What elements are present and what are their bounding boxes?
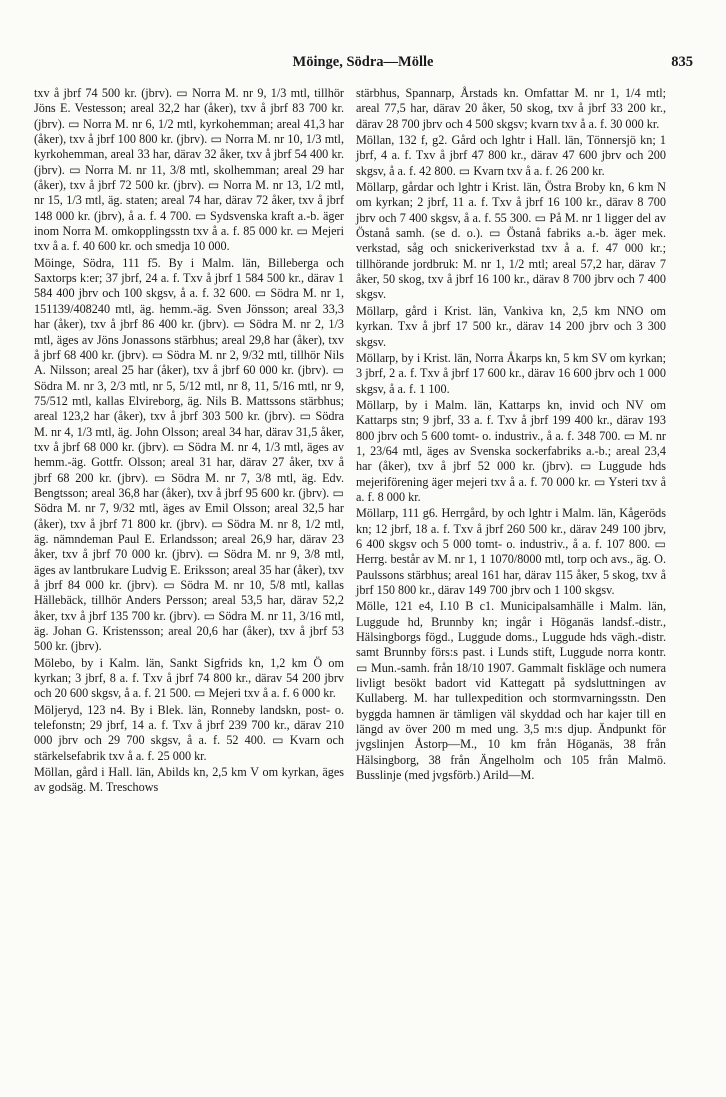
entry-paragraph: Möllarp, 111 g6. Herrgård, by och lghtr i Malm. län, Kågeröds kn; 12 jbrf, 18 a. f. Txv å jbrf 260 500 kr., därav 249 100 jbrv, 6 400 skgsv och 5 000 tomt- o. industriv., å a. f. 107 800. ▭ Herrg. består av M. nr 1, 1 1070/8000 mtl, torp och avs., äg. O. Paulssons stärbhus; areal 161 har, därav 115 åker, 5 skog, txv å jbrf 150 800 kr., därav 149 700 jbrv och 1 100 skgsv. [356,506,666,597]
entry-paragraph: Möinge, Södra, 111 f5. By i Malm. län, Billeberga och Saxtorps k:er; 37 jbrf, 24 a. f. Txv å jbrf 1 584 500 kr., därav 1 584 400 jbrv och 100 skgsv, å a. f. 32 600. ▭ Södra M. nr 1, 151139/408240 mtl, äg. hemm.-äg. Sven Jönsson; areal 33,3 har (åker), txv å jbrf 86 400 kr. (jbrv). ▭ Södra M. nr 2, 1/3 mtl, äges av Jöns Jonassons stärbhus; areal 29,8 har (åker), txv å jbrf 68 400 kr. (jbrv). ▭ Södra M. nr 2, 9/32 mtl, tillhör Nils A. Nilsson; areal 25 har (åker), txv å jbrf 60 000 kr. (jbrv). ▭ Södra M. nr 3, 2/3 mtl, nr 5, 5/12 mtl, nr 8, 11, 5/16 mtl, nr 9, 75/512 mtl, kallas Elvireborg, äg. Nils B. Mattssons stärbhus; areal 123,2 har (åker), txv å jbrf 303 500 kr. (jbrv). ▭ Södra M. nr 4, 1/3 mtl, äg. John Olsson; areal 34 har, därav 31,5 åker, txv å jbrf 68 000 kr. (jbrv). ▭ Södra M. nr 4, 1/3 mtl, äges av hemm.-äg. Gottfr. Olsson; areal 31 har, därav 27 åker, txv å jbrf 68 200 kr. (jbrv). ▭ Södra M. nr 7, 3/8 mtl, äg. Edv. Bengtsson; areal 36,8 har (åker), txv å jbrf 95 600 kr. (jbrv). ▭ Södra M. nr 7, 9/32 mtl, äges av Emil Olsson; areal 32,5 har (åker), txv å jbrf 71 800 kr. (jbrv). ▭ Södra M. nr 8, 1/2 mtl, äg. nämndeman Paul E. Erlandsson; areal 26,9 har, därav 23 åker, txv å jbrf 70 000 kr. (jbrv). ▭ Södra M. nr 9, 3/8 mtl, äges av lantbrukare Ludvig E. Eriksson; areal 35 har (åker), txv å jbrf 84 000 kr. (jbrv). ▭ Södra M. nr 10, 5/8 mtl, kallas Hällebäck, tillhör Anders Persson; areal 53,5 har, därav 52,2 åker, txv å jbrf 135 700 kr. (jbrv). ▭ Södra M. nr 11, 3/16 mtl, äg. Johan G. Kristensson; areal 20,6 har (åker), txv å jbrf 53 500 kr. (jbrv). [34,255,344,654]
entry-paragraph: Möllarp, by i Malm. län, Kattarps kn, invid och NV om Kattarps stn; 9 jbrf, 33 a. f. Txv å jbrf 199 400 kr., därav 193 800 jbrv och 5 600 tomt- o. industriv., å a. f. 348 700. ▭ M. nr 1, 23/64 mtl, äges av Svenska sockerfabriks a.-b.; areal 23,4 har (åker), txv å jbrf 52 000 kr. (jbrv). ▭ Luggude hds mejeriförening äger mejeri txv å a. f. 70 000 kr. ▭ Ysteri txv å a. f. 8 000 kr. [356,397,666,504]
entry-paragraph: Mölle, 121 e4, I.10 B c1. Municipalsamhälle i Malm. län, Luggude hd, Brunnby kn; ingår i Höganäs landsf.-distr., Hälsingborgs fögd., Luggude doms., Luggude hds vägh.-distr. samt Brunnby förs:s past. i Lunds stift, Luggude norra kontr. ▭ Mun.-samh. från 18/10 1907. Gammalt fiskläge och numera livligt besökt badort vid Kattegatt på sydsluttningen av Kullaberg. M. har tullexpedition och stormvarningsstn. Den byggda hamnen är tämligen väl skyddad och har kajer till en längd av över 200 m med ung. 3,5 m:s djup. Ändpunkt för jvgslinjen Åstorp—M., 10 km från Höganäs, 38 från Hälsingborg, 38 från Ängelholm och 105 från Malmö. Busslinje (med jvgsförb.) Arild—M. [356,599,666,783]
left-column [34,86,344,796]
entry-paragraph: Möllarp, gård i Krist. län, Vankiva kn, 2,5 km NNO om kyrkan. Txv å jbrf 17 500 kr., därav 14 200 jbrv och 3 300 skgsv. [356,303,666,349]
entry-paragraph: Möljeryd, 123 n4. By i Blek. län, Ronneby landskn, post- o. telefonstn; 29 jbrf, 14 a. f. Txv å jbrf 239 700 kr., därav 210 000 jbrv och 29 700 skgsv, å a. f. 52 400. ▭ Kvarn och stärkelsefabrik txv å a. f. 25 000 kr. [34,702,344,763]
page-header [33,50,693,76]
entry-paragraph: stärbhus, Spannarp, Årstads kn. Omfattar M. nr 1, 1/4 mtl; areal 77,5 har, därav 20 åker, 50 skog, txv å jbrf 33 200 kr., därav 28 700 jbrv och 4 500 skgsv; kvarn txv å a. f. 30 000 kr. [356,86,666,131]
entry-paragraph: txv å jbrf 74 500 kr. (jbrv). ▭ Norra M. nr 9, 1/3 mtl, tillhör Jöns E. Vestesson; areal 32,2 har (åker), txv å jbrf 83 700 kr. (jbrv). ▭ Norra M. nr 6, 1/2 mtl, kyrkohemman; areal 41,3 har (åker), txv å jbrf 100 800 kr. (jbrv). ▭ Norra M. nr 10, 1/3 mtl, kyrkohemman, areal 33 har, därav 32 åker, txv å jbrf 54 400 kr. (jbrv). ▭ Norra M. nr 11, 3/8 mtl, skolhemman; areal 29 har (åker), txv å jbrf 72 500 kr. (jbrv). ▭ Norra M. nr 13, 1/2 mtl, nr 15, 1/3 mtl, äg. staten; areal 74 har, därav 72 åker, txv å jbrf 148 000 kr. (jbrv), å a. f. 4 700. ▭ Sydsvenska kraft a.-b. äger inom Norra M. omkopplingsstn txv å a. f. 85 000 kr. ▭ Mejeri txv å a. f. 40 600 kr. och smedja 10 000. [34,86,344,254]
running-title: Möinge, Södra—Mölle [292,54,434,70]
entry-paragraph: Mölebo, by i Kalm. län, Sankt Sigfrids kn, 1,2 km Ö om kyrkan; 3 jbrf, 8 a. f. Txv å jbrf 74 800 kr., därav 54 200 jbrv och 20 600 skgsv, å a. f. 21 500. ▭ Mejeri txv å a. f. 6 000 kr. [34,655,344,701]
right-column [356,86,666,783]
entry-paragraph: Möllan, 132 f, g2. Gård och lghtr i Hall. län, Tönnersjö kn; 1 jbrf, 4 a. f. Txv å jbrf 47 800 kr., därav 47 600 jbrv och 200 skgsv, å a. f. 42 800. ▭ Kvarn txv å a. f. 26 200 kr. [356,133,666,178]
entry-paragraph: Möllarp, by i Krist. län, Norra Åkarps kn, 5 km SV om kyrkan; 3 jbrf, 2 a. f. Txv å jbrf 17 600 kr., därav 16 600 jbrv och 1 000 skgsv, å a. f. 1 100. [356,350,666,396]
entry-paragraph: Möllan, gård i Hall. län, Abilds kn, 2,5 km V om kyrkan, äges av godsäg. M. Treschows [34,765,344,795]
page-number: 835 [671,54,693,70]
entry-paragraph: Möllarp, gårdar och lghtr i Krist. län, Östra Broby kn, 6 km N om kyrkan; 2 jbrf, 11 a. f. Txv å jbrf 16 100 kr., därav 8 700 jbrv och 7 400 skgsv, å a. f. 55 300. ▭ På M. nr 1 ligger del av Östanå samh. (se d. o.). ▭ Östanå fabriks a.-b. äger mek. verkstad, såg och snickeriverkstad txv å a. f. 47 000 kr.; tillhörande jordbruk: M. nr 1, 1/2 mtl; areal 57,2 har, därav 7 åker, 50 skog, txv å jbrf 16 100 kr., därav 8 700 jbrv och 7 400 skgsv. [356,180,666,302]
